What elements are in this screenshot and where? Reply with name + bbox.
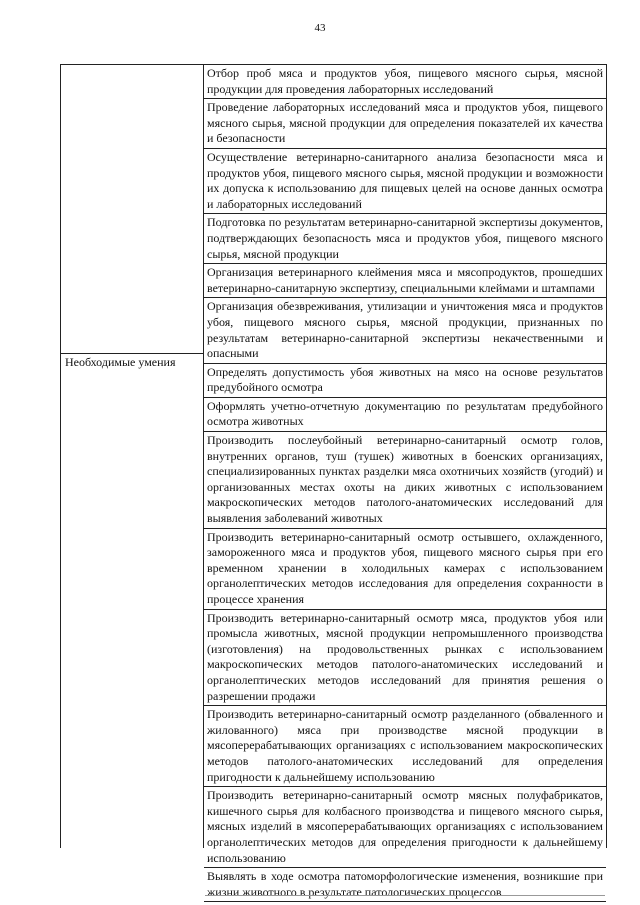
table-cell: Организация обезвреживания, утилизации и уничтожения мяса и продуктов убоя, пищевого мясного сырья, мясной продукции, признанных по результатам ветеринарно-санитарной экспертизы некачественными и опасными [204, 298, 606, 363]
competency-table [60, 64, 607, 899]
table-cell: Организация ветеринарного клеймения мяса и мясопродуктов, прошедших ветеринарно-санитарную экспертизу, специальными клеймами и штампами [204, 264, 606, 298]
left-column-label: Необходимые умения [65, 355, 176, 369]
table-cell: Производить ветеринарно-санитарный осмотр мясных полуфабрикатов, кишечного сырья для колбасного производства и пищевого мясного сырья, мясных изделий в мясоперерабатывающих организациях с использованием органолептических методов для определения пригодности к дальнейшему использованию [204, 787, 606, 868]
table-cell: Определять допустимость убоя животных на мясо на основе результатов предубойного осмотра [204, 364, 606, 398]
left-column-row-divider [61, 353, 203, 354]
table-cell: Производить послеубойный ветеринарно-санитарный осмотр голов, внутренних органов, туш (тушек) животных в боенских организациях, специализированных пунктах разделки мяса охотничьих хозяйств (угодий) и организованных местах охоты на диких животных с использованием макроскопических методов патолого-анатомических исследований для выявления заболеваний животных [204, 432, 606, 529]
table-cell: Производить ветеринарно-санитарный осмотр мяса, продуктов убоя или промысла животных, мясной продукции непромышленного производства (изготовления) на продовольственных рынках с использованием макроскопических методов патолого-анатомических исследований и органолептических методов исследований для принятия решения о разрешении продажи [204, 610, 606, 707]
table-cell: Выявлять в ходе осмотра патоморфологические изменения, возникшие при жизни животного в результате патологических процессов [204, 868, 606, 902]
table-cell: Осуществление ветеринарно-санитарного анализа безопасности мяса и продуктов убоя, пищевого мясного сырья, мясной продукции и возможности их допуска к использованию для пищевых целей на основе данных осмотра и лабораторных исследований [204, 149, 606, 214]
footer-rule [205, 895, 605, 896]
table-cell: Оформлять учетно-отчетную документацию по результатам предубойного осмотра животных [204, 398, 606, 432]
page-number: 43 [314, 22, 326, 34]
table-cell: Производить ветеринарно-санитарный осмотр разделанного (обваленного и жилованного) мяса при производстве мясной продукции в мясоперерабатывающих организациях с использованием макроскопических методов патолого-анатомических исследований для определения пригодности к дальнейшему использованию [204, 706, 606, 787]
table-cell: Проведение лабораторных исследований мяса и продуктов убоя, пищевого мясного сырья, мясной продукции для определения показателей их качества и безопасности [204, 99, 606, 149]
table-cell: Производить ветеринарно-санитарный осмотр остывшего, охлажденного, замороженного мяса и продуктов убоя, пищевого мясного сырья при его временном хранении в холодильных камерах с использованием органолептических методов исследования для определения сохранности в процессе хранения [204, 529, 606, 610]
table-cell: Отбор проб мяса и продуктов убоя, пищевого мясного сырья, мясной продукции для проведения лабораторных исследований [204, 65, 606, 99]
table-cell: Подготовка по результатам ветеринарно-санитарной экспертизы документов, подтверждающих безопасность мяса и продуктов убоя, пищевого мясного сырья, мясной продукции [204, 214, 606, 264]
table-right-column [204, 65, 606, 902]
